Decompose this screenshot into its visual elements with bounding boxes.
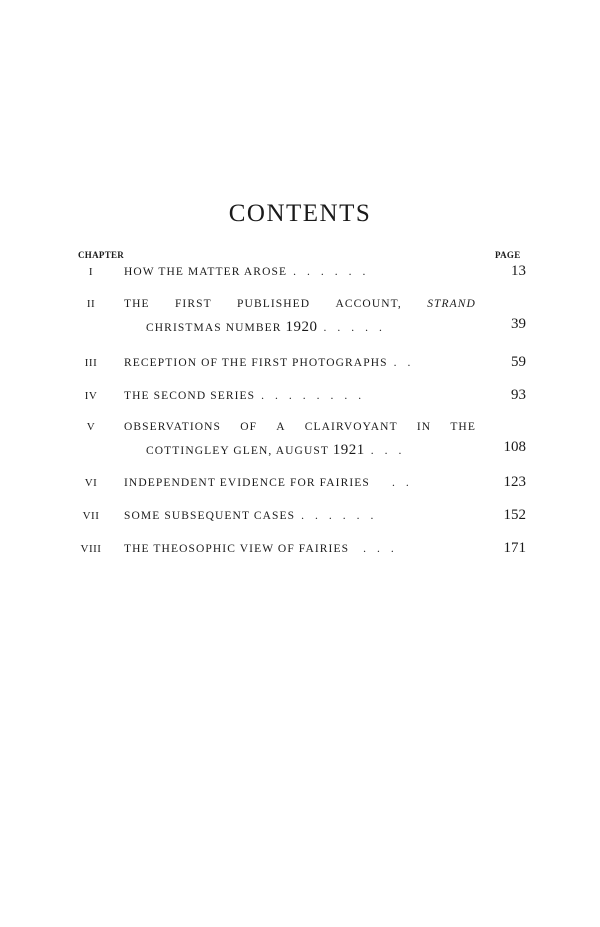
chapter-title: RECEPTION OF THE FIRST PHOTOGRAPHS .. xyxy=(124,357,422,369)
chapter-title-line-1: OBSERVATIONS OF A CLAIRVOYANT IN THE xyxy=(124,421,476,433)
chapter-title: HOW THE MATTER AROSE ...... xyxy=(124,266,377,278)
chapter-number: I xyxy=(88,266,94,278)
chapter-number: III xyxy=(84,357,98,369)
page-number: 39 xyxy=(511,316,526,332)
chapter-title-line-1: THE FIRST PUBLISHED ACCOUNT, STRAND xyxy=(124,298,476,310)
chapter-number: VI xyxy=(84,477,98,489)
chapter-title: SOME SUBSEQUENT CASES ...... xyxy=(124,510,385,522)
page-number: 152 xyxy=(503,507,526,523)
chapter-title: INDEPENDENT EVIDENCE FOR FAIRIES .. xyxy=(124,477,420,489)
chapter-column-header: CHAPTER xyxy=(78,250,125,260)
page-number: 13 xyxy=(511,263,526,279)
chapter-title: THE SECOND SERIES ........ xyxy=(124,390,373,402)
chapter-number: II xyxy=(86,298,96,310)
chapter-number: VIII xyxy=(80,543,102,555)
page-number: 59 xyxy=(511,354,526,370)
chapter-title: THE THEOSOPHIC VIEW OF FAIRIES ... xyxy=(124,543,405,555)
page-number: 171 xyxy=(503,540,526,556)
chapter-number: V xyxy=(86,421,96,433)
chapter-title-line-2: CHRISTMAS NUMBER 1920 ..... xyxy=(146,319,393,335)
chapter-number: IV xyxy=(84,390,98,402)
page-column-header: PAGE xyxy=(495,250,521,260)
page-number: 93 xyxy=(511,387,526,403)
page-number: 123 xyxy=(503,474,526,490)
page-number: 108 xyxy=(503,439,526,455)
chapter-number: VII xyxy=(82,510,100,522)
contents-title: CONTENTS xyxy=(228,200,372,227)
chapter-title-line-2: COTTINGLEY GLEN, AUGUST 1921 ... xyxy=(146,442,413,458)
